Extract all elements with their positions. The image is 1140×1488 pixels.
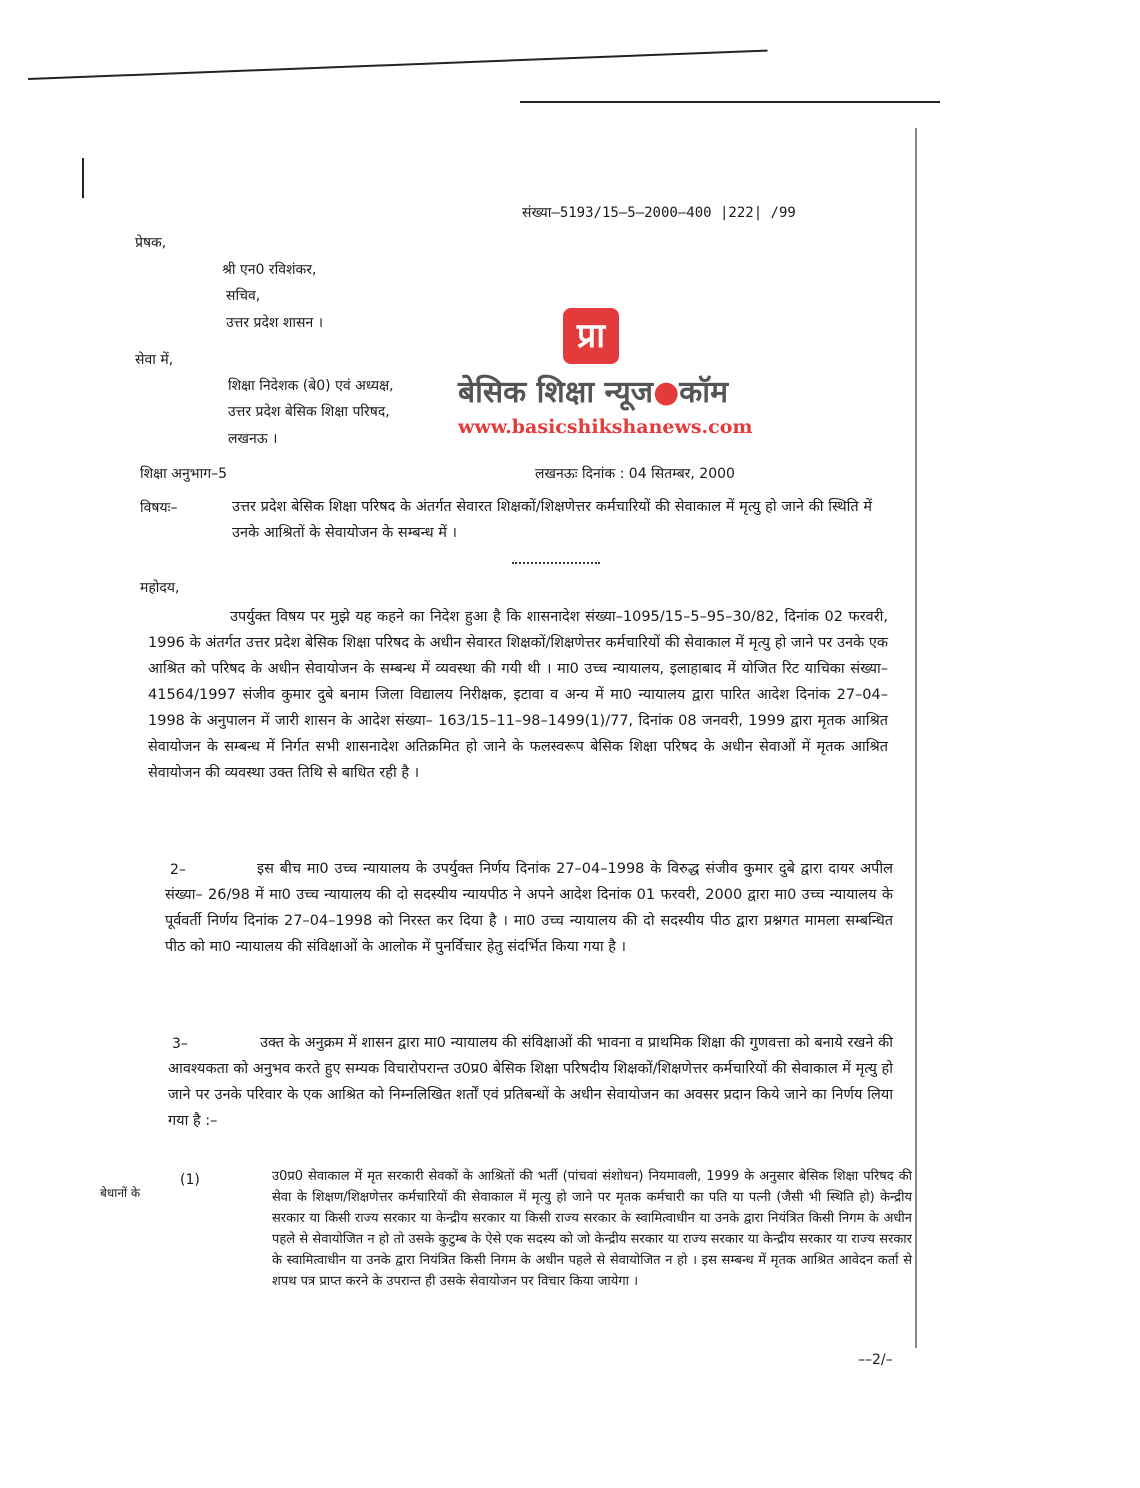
- scan-edge-line: [28, 50, 768, 80]
- watermark-site-suffix: कॉम: [679, 375, 729, 410]
- to-label: सेवा में,: [135, 352, 174, 368]
- subject-text: उत्तर प्रदेश बेसिक शिक्षा परिषद के अंतर्गत सेवारत शिक्षकों/शिक्षणेत्तर कर्मचारियों की सेवाकाल में मृत्यु हो जाने की स्थिति में उनके आश्रितों के सेवायोजन के सम्बन्ध में ।: [232, 499, 872, 541]
- watermark-logo: प्रा: [563, 308, 619, 364]
- paragraph-3: उक्त के अनुक्रम में शासन द्वारा मा0 न्यायालय की संविक्षाओं की भावना व प्राथमिक शिक्षा की गुणवत्ता को बनाये रखने की आवश्यकता को अनुभव करते हुए सम्यक विचारोपरान्त उ0प्र0 बेसिक शिक्षा परिषदीय शिक्षकों/शिक्षणेत्तर कर्मचारियों की सेवाकाल में मृत्यु हो जाने पर उनके परिवार के एक आश्रित को निम्नलिखित शर्तों एवं प्रतिबन्धों के अधीन सेवायोजन का अवसर प्रदान किये जाने का निर्णय लिया गया है :–: [168, 1035, 893, 1129]
- recipient-line2: उत्तर प्रदेश बेसिक शिक्षा परिषद,: [228, 404, 390, 420]
- sender-office: उत्तर प्रदेश शासन ।: [226, 315, 324, 331]
- subject-underline: [512, 562, 600, 564]
- watermark-site-main: बेसिक शिक्षा न्यूज: [458, 375, 654, 410]
- page-continuation: ––2/–: [858, 1352, 893, 1368]
- section-name: शिक्षा अनुभाग–5: [140, 466, 227, 482]
- sender-name: श्री एन0 रविशंकर,: [222, 262, 317, 278]
- recipient-city: लखनऊ ।: [228, 431, 278, 447]
- condition-1-number: (1): [180, 1172, 200, 1188]
- date-line: लखनऊः दिनांक : 04 सितम्बर, 2000: [535, 466, 735, 482]
- paragraph-1: उपर्युक्त विषय पर मुझे यह कहने का निदेश हुआ है कि शासनादेश संख्या–1095/15–5–95–30/82, दिनांक 02 फरवरी, 1996 के अंतर्गत उत्तर प्रदेश बेसिक शिक्षा परिषद के अधीन सेवारत शिक्षकों/शिक्षणेत्तर कर्मचारियों की सेवाकाल में मृत्यु हो जाने पर उनके एक आश्रित को परिषद के अधीन सेवायोजन के सम्बन्ध में व्यवस्था की गयी थी । मा0 उच्च न्यायालय, इलाहाबाद में योजित रिट याचिका संख्या– 41564/1997 संजीव कुमार दुबे बनाम जिला विद्यालय निरीक्षक, इटावा व अन्य में मा0 न्यायालय द्वारा पारित आदेश दिनांक 27–04–1998 के अनुपालन में जारी शासन के आदेश संख्या– 163/15–11–98–1499(1)/77, दिनांक 08 जनवरी, 1999 द्वारा मृतक आश्रित सेवायोजन के सम्बन्ध में निर्गत सभी शासनादेश अतिक्रमित हो जाने के फलस्वरूप बेसिक शिक्षा परिषद के अधीन सेवाओं में मृतक आश्रित सेवायोजन की व्यवस्था उक्त तिथि से बाधित रही है ।: [148, 609, 889, 781]
- scan-right-border: [915, 128, 917, 1348]
- sender-title: सचिव,: [226, 288, 261, 304]
- watermark-site-name: [458, 370, 728, 411]
- scan-top-rule: [520, 101, 940, 103]
- paragraph-3-number: 3–: [172, 1036, 188, 1052]
- scan-left-mark: [82, 158, 84, 198]
- margin-note: बेधानों के: [100, 1186, 141, 1200]
- condition-1: उ0प्र0 सेवाकाल में मृत सरकारी सेवकों के आश्रितों की भर्ती (पांचवां संशोधन) नियमावली, 1999 के अनुसार बेसिक शिक्षा परिषद की सेवा के शिक्षण/शिक्षणेत्तर कर्मचारियों की सेवाकाल में मृत्यु हो जाने पर मृतक कर्मचारी का पति या पत्नी (जैसी भी स्थिति हो) केन्द्रीय सरकार या किसी राज्य सरकार या केन्द्रीय सरकार या किसी राज्य सरकार के स्वामित्वाधीन या उनके द्वारा नियंत्रित किसी निगम के अधीन पहले से सेवायोजित न हो तो उसके कुटुम्ब के ऐसे एक सदस्य को जो केन्द्रीय सरकार या राज्य सरकार या केन्द्रीय सरकार या राज्य सरकार के स्वामित्वाधीन या उनके द्वारा नियंत्रित किसी निगम के अधीन पहले से सेवायोजित न हो । इस सम्बन्ध में मृतक आश्रित आवेदन कर्ता से शपथ पत्र प्राप्त करने के उपरान्त ही उसके सेवायोजन पर विचार किया जायेगा ।: [272, 1169, 912, 1289]
- sender-label: प्रेषक,: [135, 235, 167, 251]
- watermark-url: www.basicshikshanews.com: [458, 416, 753, 438]
- subject-label: विषयः–: [140, 500, 178, 516]
- paragraph-2: इस बीच मा0 उच्च न्यायालय के उपर्युक्त निर्णय दिनांक 27–04–1998 के विरुद्ध संजीव कुमार दुबे द्वारा दायर अपील संख्या– 26/98 में मा0 उच्च न्यायालय की दो सदस्यीय न्यायपीठ ने अपने आदेश दिनांक 01 फरवरी, 2000 द्वारा मा0 उच्च न्यायालय के पूर्ववर्ती निर्णय दिनांक 27–04–1998 को निरस्त कर दिया है । मा0 उच्च न्यायालय की दो सदस्यीय पीठ द्वारा प्रश्नगत मामला सम्बन्धित पीठ को मा0 न्यायालय की संविक्षाओं के आलोक में पुनर्विचार हेतु संदर्भित किया गया है ।: [165, 861, 893, 955]
- watermark-dot: ●: [653, 375, 680, 410]
- paragraph-2-number: 2–: [170, 862, 186, 878]
- salutation: महोदय,: [140, 580, 180, 596]
- reference-number: संख्या–5193/15–5–2000–400 |222| /99: [522, 205, 796, 221]
- recipient-line1: शिक्षा निदेशक (बे0) एवं अध्यक्ष,: [228, 378, 394, 394]
